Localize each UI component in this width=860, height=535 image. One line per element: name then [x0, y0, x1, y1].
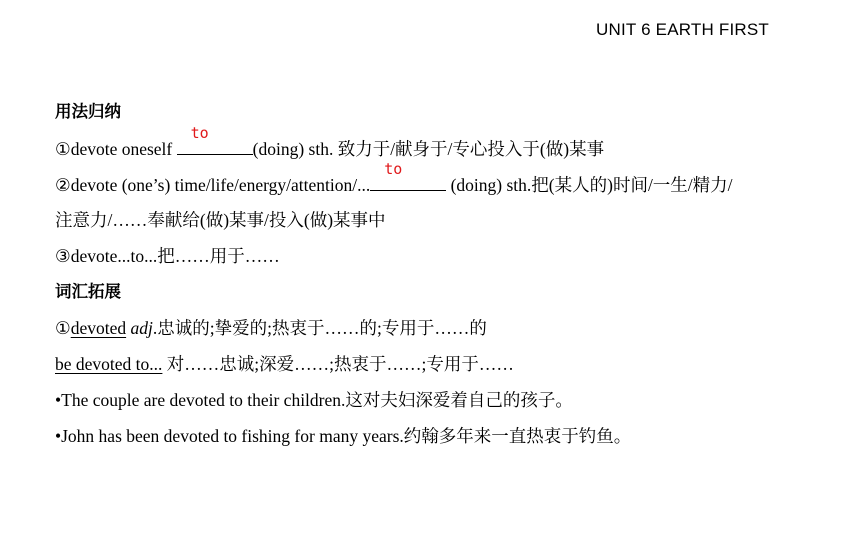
part-of-speech: adj [130, 318, 153, 338]
vocab-word: devoted [70, 318, 127, 338]
vocab-heading: 词汇拓展 [55, 282, 121, 301]
fill-blank-1-answer: to [190, 124, 209, 142]
example-sentence: •John has been devoted to fishing for many years.约翰多年来一直热衷于钓鱼。 [55, 426, 632, 446]
fill-blank-1 [177, 124, 253, 155]
vocab-meaning: .忠诚的;挚爱的;热衷于……的;专用于……的 [152, 318, 487, 338]
unit-title: UNIT 6 EARTH FIRST [596, 20, 769, 39]
vocab-item-1-number: ① [55, 318, 71, 338]
usage-item-1-prefix: ①devote oneself [55, 139, 177, 159]
phrase-term: be devoted to... [55, 354, 163, 374]
phrase-meaning: 对……忠诚;深爱……;热衷于……;专用于…… [162, 354, 514, 374]
usage-item-1-suffix: (doing) sth. 致力于/献身于/专心投入于(做)某事 [252, 139, 605, 159]
usage-item-2-suffix: (doing) sth.把(某人的)时间/一生/精力/ [446, 175, 733, 195]
fill-blank-2-answer: to [384, 160, 403, 178]
vocab-item-1 [55, 316, 487, 340]
usage-item-2-prefix: ②devote (one’s) time/life/energy/attention/... [55, 175, 371, 195]
usage-item-3: ③devote...to...把……用于…… [55, 246, 280, 266]
fill-blank-2 [370, 160, 446, 191]
usage-item-2 [55, 160, 733, 197]
usage-heading: 用法归纳 [55, 102, 121, 121]
vocab-phrase [55, 352, 514, 376]
usage-item-1 [55, 124, 605, 161]
example-sentence: •The couple are devoted to their children.这对夫妇深爱着自己的孩子。 [55, 390, 573, 410]
usage-item-2-continuation: 注意力/……奉献给(做)某事/投入(做)某事中 [55, 210, 386, 230]
